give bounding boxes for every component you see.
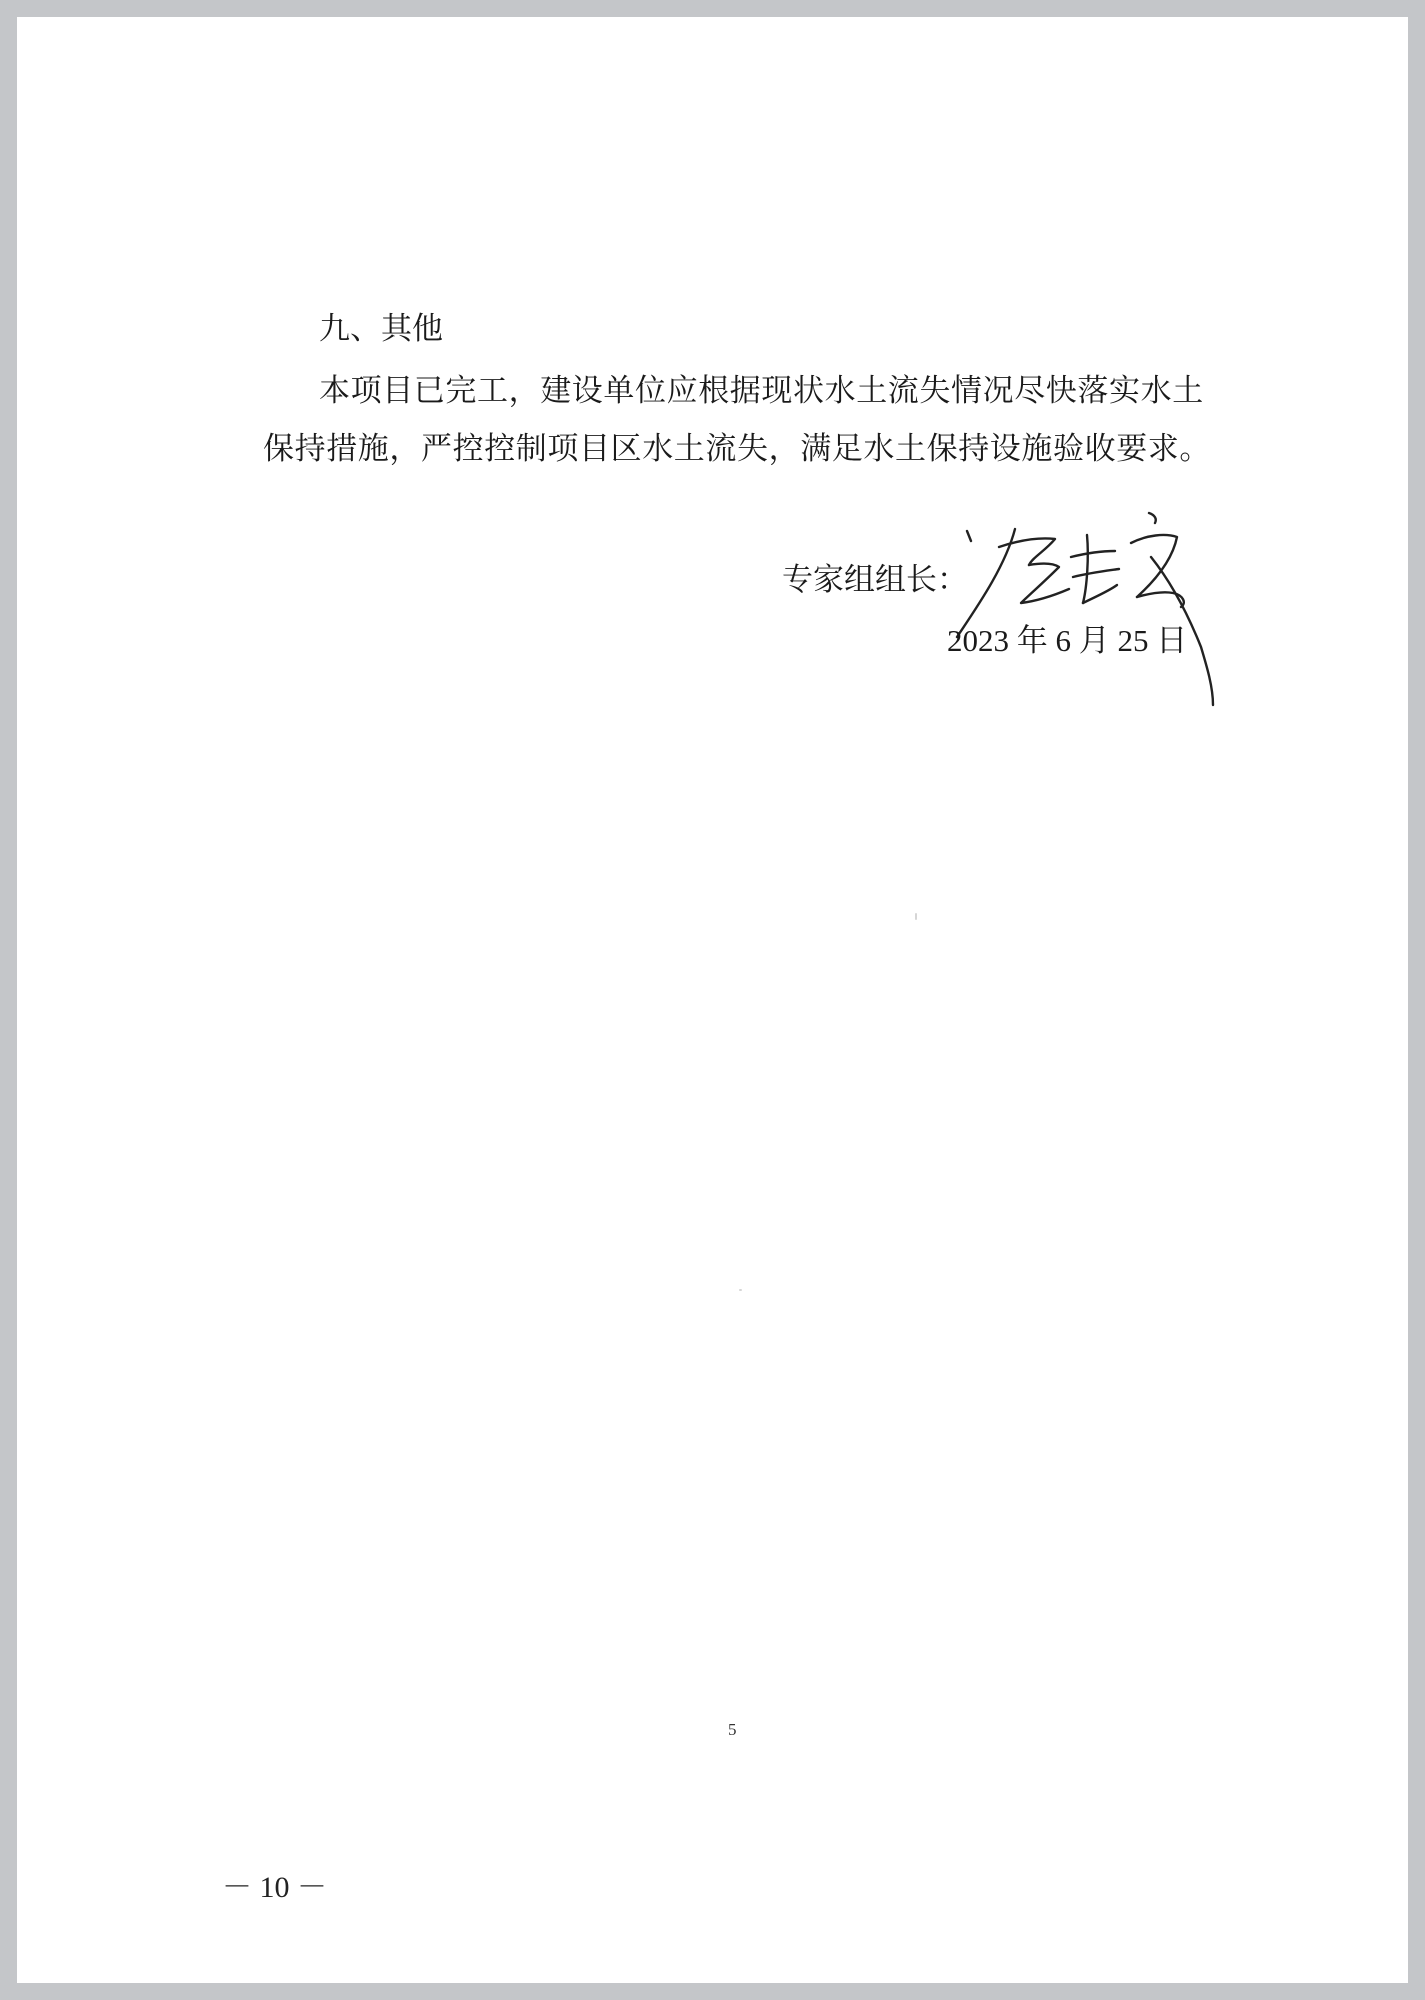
document-page — [17, 17, 1408, 1983]
scan-speck — [739, 1289, 742, 1291]
inner-page-number: 5 — [728, 1720, 737, 1739]
scan-speck — [915, 913, 917, 920]
handwritten-signature — [937, 507, 1227, 717]
paragraph-line-1: 本项目已完工，建设单位应根据现状水土流失情况尽快落实水土 — [319, 373, 1204, 409]
section-heading: 九、其他 — [319, 311, 443, 347]
outer-page-number: － 10 － — [222, 1871, 327, 1904]
signature-date: 2023 年 6 月 25 日 — [947, 623, 1188, 658]
signature-label: 专家组组长： — [782, 562, 968, 598]
paragraph-line-2: 保持措施，严控控制项目区水土流失，满足水土保持设施验收要求。 — [263, 431, 1211, 467]
